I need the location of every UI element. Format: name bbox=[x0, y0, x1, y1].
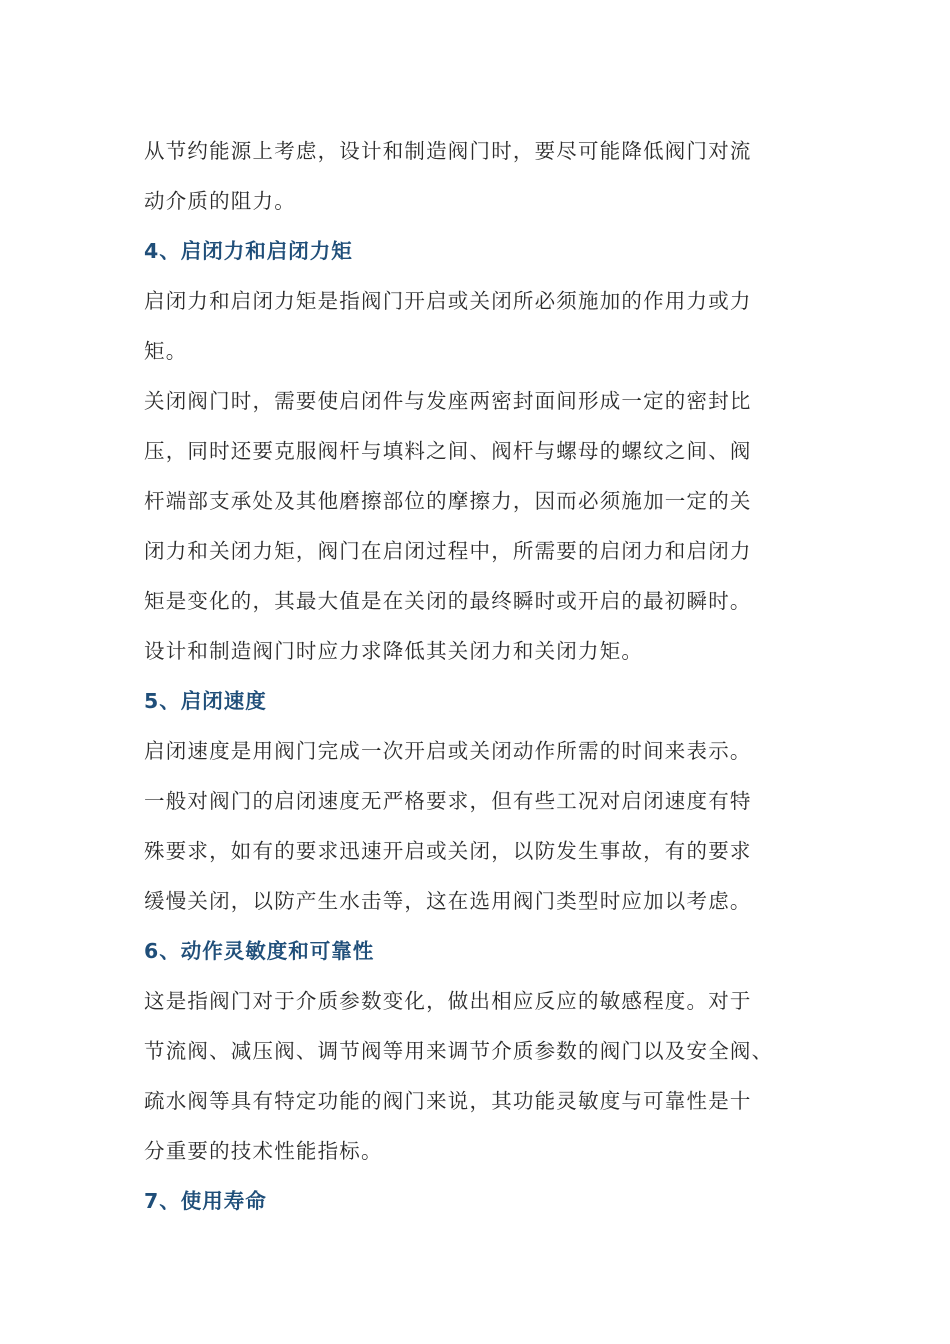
text-line: 压，同时还要克服阀杆与填料之间、阀杆与螺母的螺纹之间、阀 bbox=[144, 439, 752, 463]
text-line: 这是指阀门对于介质参数变化，做出相应反应的敏感程度。对于 bbox=[144, 989, 752, 1013]
text-line: 设计和制造阀门时应力求降低其关闭力和关闭力矩。 bbox=[144, 639, 644, 663]
text-line: 殊要求，如有的要求迅速开启或关闭，以防发生事故，有的要求 bbox=[144, 839, 752, 863]
text-line: 分重要的技术性能指标。 bbox=[144, 1139, 383, 1163]
paragraph-energy-saving bbox=[144, 126, 814, 226]
section-heading-4: 4、启闭力和启闭力矩 bbox=[144, 239, 353, 263]
section-heading-7: 7、使用寿命 bbox=[144, 1189, 267, 1213]
section-heading-6: 6、动作灵敏度和可靠性 bbox=[144, 939, 375, 963]
paragraph-sensitivity bbox=[144, 976, 814, 1176]
text-line: 闭力和关闭力矩，阀门在启闭过程中，所需要的启闭力和启闭力 bbox=[144, 539, 752, 563]
text-line: 从节约能源上考虑，设计和制造阀门时，要尽可能降低阀门对流 bbox=[144, 139, 752, 163]
text-line: 矩是变化的，其最大值是在关闭的最终瞬时或开启的最初瞬时。 bbox=[144, 589, 752, 613]
text-line: 杆端部支承处及其他磨擦部位的摩擦力，因而必须施加一定的关 bbox=[144, 489, 752, 513]
paragraph-opening-closing-force bbox=[144, 276, 814, 376]
paragraph-closing-valve bbox=[144, 376, 814, 676]
text-line: 启闭力和启闭力矩是指阀门开启或关闭所必须施加的作用力或力 bbox=[144, 289, 752, 313]
text-line: 矩。 bbox=[144, 339, 188, 363]
text-line: 一般对阀门的启闭速度无严格要求，但有些工况对启闭速度有特 bbox=[144, 789, 752, 813]
text-line: 节流阀、减压阀、调节阀等用来调节介质参数的阀门以及安全阀、 bbox=[144, 1039, 774, 1063]
text-line: 缓慢关闭，以防产生水击等，这在选用阀门类型时应加以考虑。 bbox=[144, 889, 752, 913]
section-heading-5: 5、启闭速度 bbox=[144, 689, 267, 713]
document-body bbox=[144, 126, 814, 1226]
text-line: 动介质的阻力。 bbox=[144, 189, 296, 213]
text-line: 疏水阀等具有特定功能的阀门来说，其功能灵敏度与可靠性是十 bbox=[144, 1089, 752, 1113]
paragraph-opening-speed bbox=[144, 726, 814, 926]
text-line: 关闭阀门时，需要使启闭件与发座两密封面间形成一定的密封比 bbox=[144, 389, 752, 413]
text-line: 启闭速度是用阀门完成一次开启或关闭动作所需的时间来表示。 bbox=[144, 739, 752, 763]
